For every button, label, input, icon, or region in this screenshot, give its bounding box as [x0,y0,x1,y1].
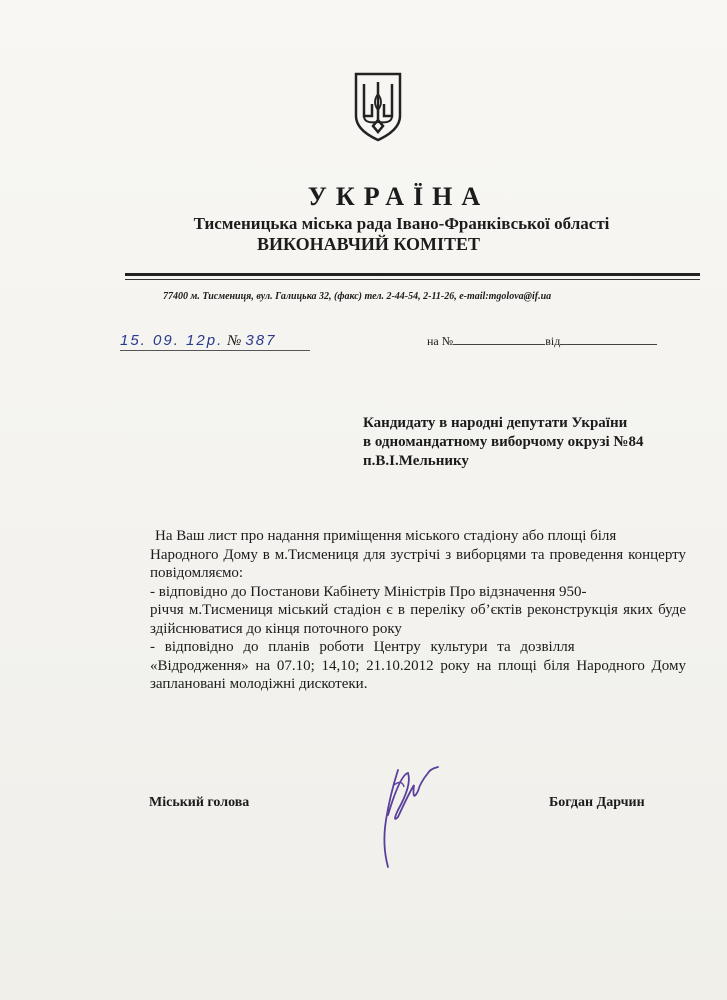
trident-emblem-icon [352,72,404,142]
list-item-text: «Відродження» на 07.10; 14,10; 21.10.2012 року на площі біля Народного Дому заплановані молодіжні дискотеки. [150,657,686,692]
outgoing-registration [120,332,310,351]
signatory-name: Богдан Дарчин [549,795,645,810]
committee-name: ВИКОНАВЧИЙ КОМІТЕТ [256,234,481,254]
signatory-title: Міський голова [149,795,250,810]
header-rule-thick [125,273,700,276]
reply-reference [427,334,657,349]
addressee-line: п.В.І.Мельнику [363,453,469,469]
list-item-text: річчя м.Тисмениця міський стадіон є в переліку об’єктів реконструкція яких буде здійснюватися до кінця поточного року [150,602,686,637]
country-title: УКРАЇНА [307,182,490,211]
reply-number-label: на № [427,334,454,348]
reply-number-blank [453,334,545,345]
outgoing-number-sign: № [227,333,242,349]
reply-date-blank [560,334,657,345]
addressee-line: Кандидату в народні депутати України [363,415,628,431]
intro-paragraph: Народного Дому в м.Тисмениця для зустрічі з виборцями та проведення концерту повідомляємо: [150,546,686,581]
reply-from-label: від [545,334,561,348]
header-rule-thin [125,279,700,280]
intro-first-line: На Ваш лист про надання приміщення міського стадіону або площі біля [155,528,617,544]
addressee-block [363,414,643,471]
handwritten-signature-icon [368,755,448,875]
list-item-first-line: - відповідно до планів роботи Центру культури та дозвілля [150,639,575,655]
list-item-first-line: - відповідно до Постанови Кабінету Міністрів Про відзначення 950- [150,583,587,600]
addressee-line: в одномандатному виборчому окрузі №84 [363,434,644,450]
council-name: Тисменицька міська рада Івано-Франківської області [193,214,610,233]
outgoing-number: 387 [245,332,277,349]
contact-address: 77400 м. Тисмениця, вул. Галицька 32, (факс) тел. 2-44-54, 2-11-26, e-mail:mgolova@if.ua [163,291,552,302]
letter-body [150,527,686,694]
outgoing-date: 15. 09. 12р. [120,332,224,349]
